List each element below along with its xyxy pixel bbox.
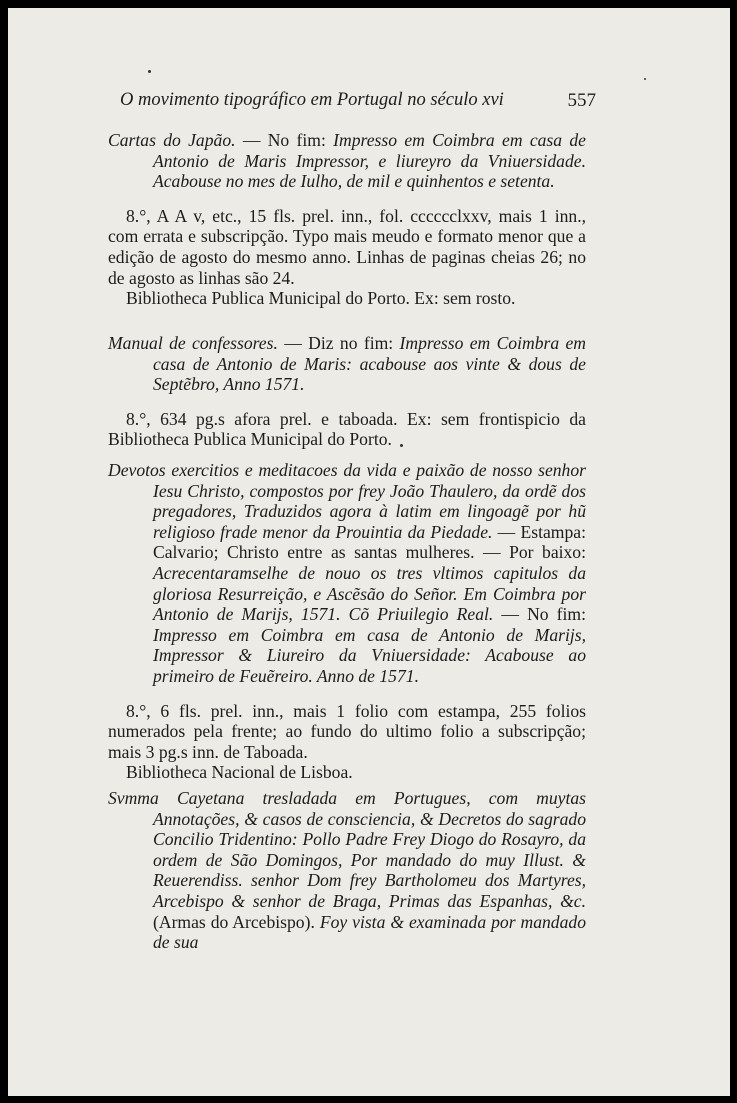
entry-title: Manual de confessores. — Diz no fim: Impresso em Coimbra em casa de Antonio de Maris: acabouse aos vinte & dous de Septẽbro, Anno 1571. [108, 333, 586, 395]
scan-speck [644, 78, 646, 80]
running-header [120, 90, 596, 111]
entry-description: 8.°, A A v, etc., 15 fls. prel. inn., fol. cccccclxxv, mais 1 inn., com errata e subscripção. Typo mais meudo e formato menor que a edição de agosto do mesmo anno. Linhas de paginas cheias 26; no de agosto as linhas são 24. [108, 205, 586, 288]
entry-title: Devotos exercitios e meditacoes da vida e paixão de nosso senhor Iesu Christo, compostos por frey João Thaulero, da ordẽ dos pregadores, Traduzidos agora à latim em lingoagẽ por hũ religioso frade menor da Prouintia da Piedade. — Estampa: Calvario; Christo entre as santas mulheres. — Por baixo: Acrecentaramselhe de nouo os tres vltimos capitulos da gloriosa Resurreição, e Ascẽsão do Señor. Em Coimbra por Antonio de Marijs, 1571. Cõ Priuilegio Real. — No fim: Impresso em Coimbra em casa de Antonio de Marijs, Impressor & Liureiro da Vniuersidade: Acabouse ao primeiro de Feuẽreiro. Anno de 1571. [108, 460, 586, 686]
document-page [8, 8, 730, 1096]
entry-description: 8.°, 6 fls. prel. inn., mais 1 folio com estampa, 255 folios numerados pela frente; ao fundo do ultimo folio a subscripção; mais 3 pg.s inn. de Taboada. [108, 700, 586, 762]
entry-library: Bibliotheca Publica Municipal do Porto. Ex: sem rosto. [126, 288, 516, 309]
scan-speck [400, 444, 403, 447]
entry-title: Cartas do Japão. — No fim: Impresso em Coimbra em casa de Antonio de Maris Impressor, e liureyro da Vniuersidade. Acabouse no mes de Iulho, de mil e quinhentos e setenta. [108, 130, 586, 192]
header-title: O movimento tipográfico em Portugal no século xvi [120, 90, 504, 110]
page-number: 557 [567, 90, 596, 111]
entry-description: 8.°, 634 pg.s afora prel. e taboada. Ex: sem frontispicio da Bibliotheca Publica Municipal do Porto. [108, 408, 586, 450]
bibliography-entry-svmma [108, 788, 586, 953]
bibliography-entry-cartas [108, 130, 586, 309]
scan-speck [148, 70, 151, 73]
bibliography-entry-devotos [108, 460, 586, 783]
bibliography-entry-manual [108, 333, 586, 450]
entry-library: Bibliotheca Nacional de Lisboa. [126, 762, 353, 783]
entry-title: Svmma Cayetana tresladada em Portugues, com muytas Annotações, & casos de consciencia, & Decretos do sagrado Concilio Tridentino: Pollo Padre Frey Diogo do Rosayro, da ordem de São Domingos, Por mandado do muy Illust. & Reuerendiss. senhor Dom frey Bartholomeu dos Martyres, Arcebispo & senhor de Braga, Primas das Espanhas, &c. (Armas do Arcebispo). Foy vista & examinada por mandado de sua [108, 788, 586, 953]
